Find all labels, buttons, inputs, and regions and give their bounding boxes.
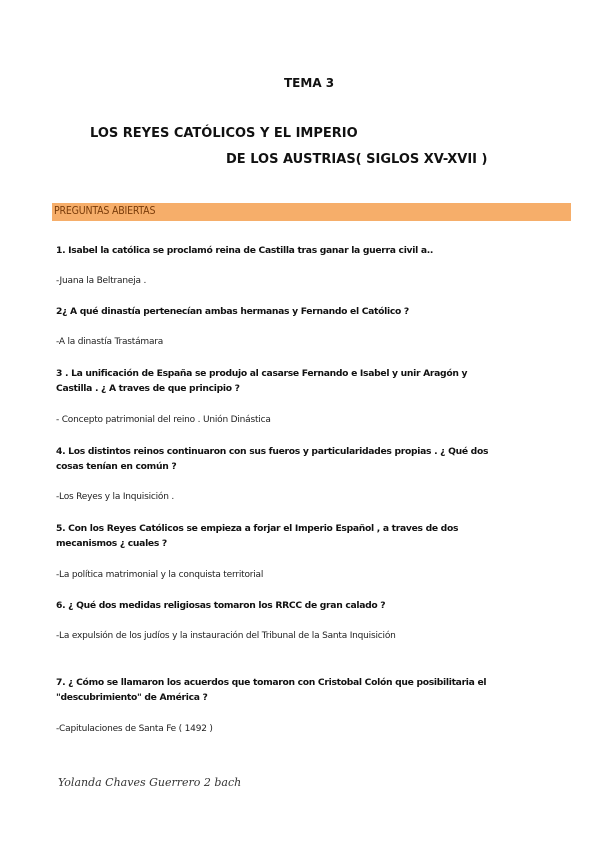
answer-5: -La política matrimonial y la conquista territorial [56, 570, 264, 580]
question-1: 1. Isabel la católica se proclamó reina de Castilla tras ganar la guerra civil a.. [56, 245, 434, 256]
question-2: 2¿ A qué dinastía pertenecían ambas hermanas y Fernando el Católico ? [56, 306, 409, 317]
answer-4: -Los Reyes y la Inquisición . [56, 492, 175, 502]
question-3: 3 . La unificación de España se produjo al casarse Fernando e Isabel y unir Aragón y Castilla . ¿ A traves de que principio ? [56, 368, 468, 394]
answer-2: -A la dinastía Trastámara [56, 337, 164, 347]
answer-1: -Juana la Beltraneja . [56, 276, 147, 286]
answer-6: -La expulsión de los judíos y la instauración del Tribunal de la Santa Inquisición [56, 631, 396, 641]
document-title-line-1: LOS REYES CATÓLICOS Y EL IMPERIO [90, 126, 358, 141]
question-7: 7. ¿ Cómo se llamaron los acuerdos que tomaron con Cristobal Colón que posibilitaria el "descubrimiento" de América ? [56, 677, 487, 703]
author-signature: Yolanda Chaves Guerrero 2 bach [58, 776, 242, 789]
answer-7: -Capitulaciones de Santa Fe ( 1492 ) [56, 724, 213, 734]
document-topic: TEMA 3 [284, 76, 335, 90]
document-title-line-2: DE LOS AUSTRIAS( SIGLOS XV-XVII ) [226, 152, 488, 167]
question-6: 6. ¿ Qué dos medidas religiosas tomaron los RRCC de gran calado ? [56, 600, 386, 611]
question-5: 5. Con los Reyes Católicos se empieza a forjar el Imperio Español , a traves de dos mecanismos ¿ cuales ? [56, 523, 459, 549]
question-4: 4. Los distintos reinos continuaron con sus fueros y particularidades propias . ¿ Qué dos cosas tenían en común ? [56, 446, 489, 472]
section-heading: PREGUNTAS ABIERTAS [54, 205, 156, 217]
answer-3: - Concepto patrimonial del reino . Unión Dinástica [56, 415, 271, 425]
